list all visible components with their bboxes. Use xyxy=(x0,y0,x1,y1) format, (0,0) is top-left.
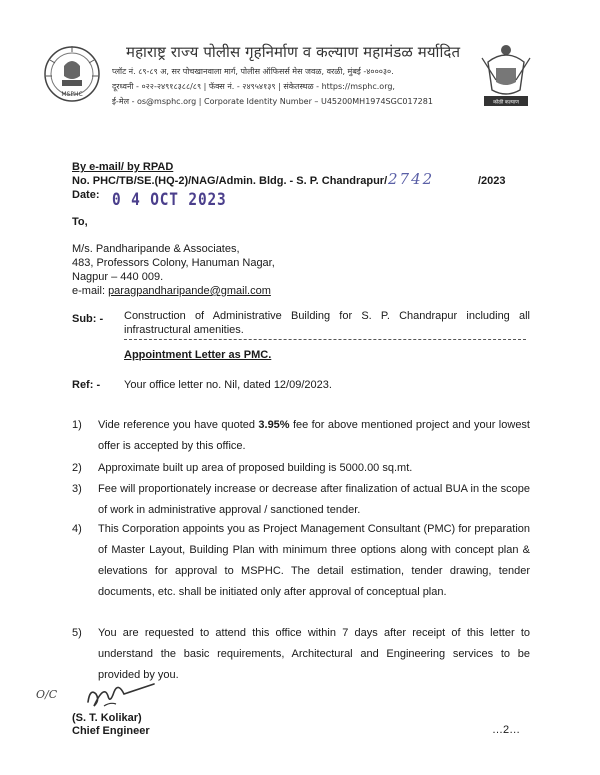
point-text: Fee will proportionately increase or decrease after finalization of actual BUA in the scope of work in administrative approval / sanctioned tender. xyxy=(98,483,530,516)
addressee-line: Nagpur – 440 009. xyxy=(72,271,164,283)
subject-label: Sub: - xyxy=(72,313,104,325)
letter-year: /2023 xyxy=(478,175,506,187)
point-number: 3) xyxy=(72,483,82,495)
fee-percentage: 3.95% xyxy=(258,419,290,431)
signatory-title: Chief Engineer xyxy=(72,725,150,737)
point-text: This Corporation appoints you as Project Management Consultant (PMC) for preparation of Master Layout, Building Plan with minimum three options along with concept plan & elevations for approval to MSPHC. The detail estimation, tender drawing, tender documents, etc. shall be initiated only after approval of conceptual plan. xyxy=(98,523,530,598)
organization-name: महाराष्ट्र राज्य पोलीस गृहनिर्माण व कल्याण महामंडळ मर्यादित xyxy=(126,43,461,61)
point-number: 1) xyxy=(72,419,82,431)
point-number: 4) xyxy=(72,523,82,535)
addressee-line: M/s. Pandharipande & Associates, xyxy=(72,243,240,255)
addressee-line: 483, Professors Colony, Hanuman Nagar, xyxy=(72,257,275,269)
point-number: 2) xyxy=(72,462,82,474)
ref-text: Your office letter no. Nil, dated 12/09/2023. xyxy=(124,379,332,391)
letterhead-email-cin: ई-मेल - os@msphc.org | Corporate Identity Number – U45200MH1974SGC017281 xyxy=(112,97,433,106)
left-logo-text: MSPHC xyxy=(61,91,83,98)
letter-number-prefix: No. PHC/TB/SE.(HQ-2)/NAG/Admin. Bldg. - S. P. Chandrapur/ xyxy=(72,175,388,187)
right-logo-text: कोळी कल्याण xyxy=(493,99,519,106)
point-text: Approximate built up area of proposed building is 5000.00 sq.mt. xyxy=(98,462,413,474)
email-link[interactable]: paragpandharipande@gmail.com xyxy=(108,285,271,297)
office-copy-initials: O/C xyxy=(36,688,58,701)
page-continuation: …2… xyxy=(492,724,521,736)
point-number: 5) xyxy=(72,627,82,639)
to-label: To, xyxy=(72,216,88,228)
letterhead-address: प्लॉट नं. ८९-८९ अ, सर पोचखानवाला मार्ग, पोलीस ऑफिसर्स मेस जवळ, वरळी, मुंबई -४०००३०. xyxy=(112,67,394,76)
police-welfare-crest-logo xyxy=(476,40,536,116)
handwritten-number: 2742 xyxy=(388,170,435,188)
letterhead-contact: दूरध्वनी - ०२२-२४९१८३८८/८९ | फॅक्स नं. - २४९५४१३९ | संकेतस्थळ - https://msphc.org, xyxy=(112,82,395,91)
dashed-divider xyxy=(124,339,526,340)
signatory-name: (S. T. Kolikar) xyxy=(72,712,142,724)
dispatch-mode: By e-mail/ by RPAD xyxy=(72,161,174,173)
handwritten-signature xyxy=(66,676,176,716)
msphc-emblem-logo xyxy=(40,40,104,104)
ref-label: Ref: - xyxy=(72,379,101,391)
point-text: Vide reference you have quoted 3.95% fee for above mentioned project and your lowest offer is accepted by this office. xyxy=(98,419,530,452)
point-text: You are requested to attend this office within 7 days after receipt of this letter to understand the basic requirements, Architectural and Engineering services to be provided by you. xyxy=(98,627,530,681)
date-label: Date: xyxy=(72,189,100,201)
email-label: e-mail: xyxy=(72,285,109,297)
addressee-email-line xyxy=(72,285,271,297)
date-stamp: 0 4 OCT 2023 xyxy=(112,190,227,210)
subject-text: Construction of Administrative Building for S. P. Chandrapur including all infrastructural amenities. xyxy=(124,310,530,336)
subject-title: Appointment Letter as PMC. xyxy=(124,349,272,361)
